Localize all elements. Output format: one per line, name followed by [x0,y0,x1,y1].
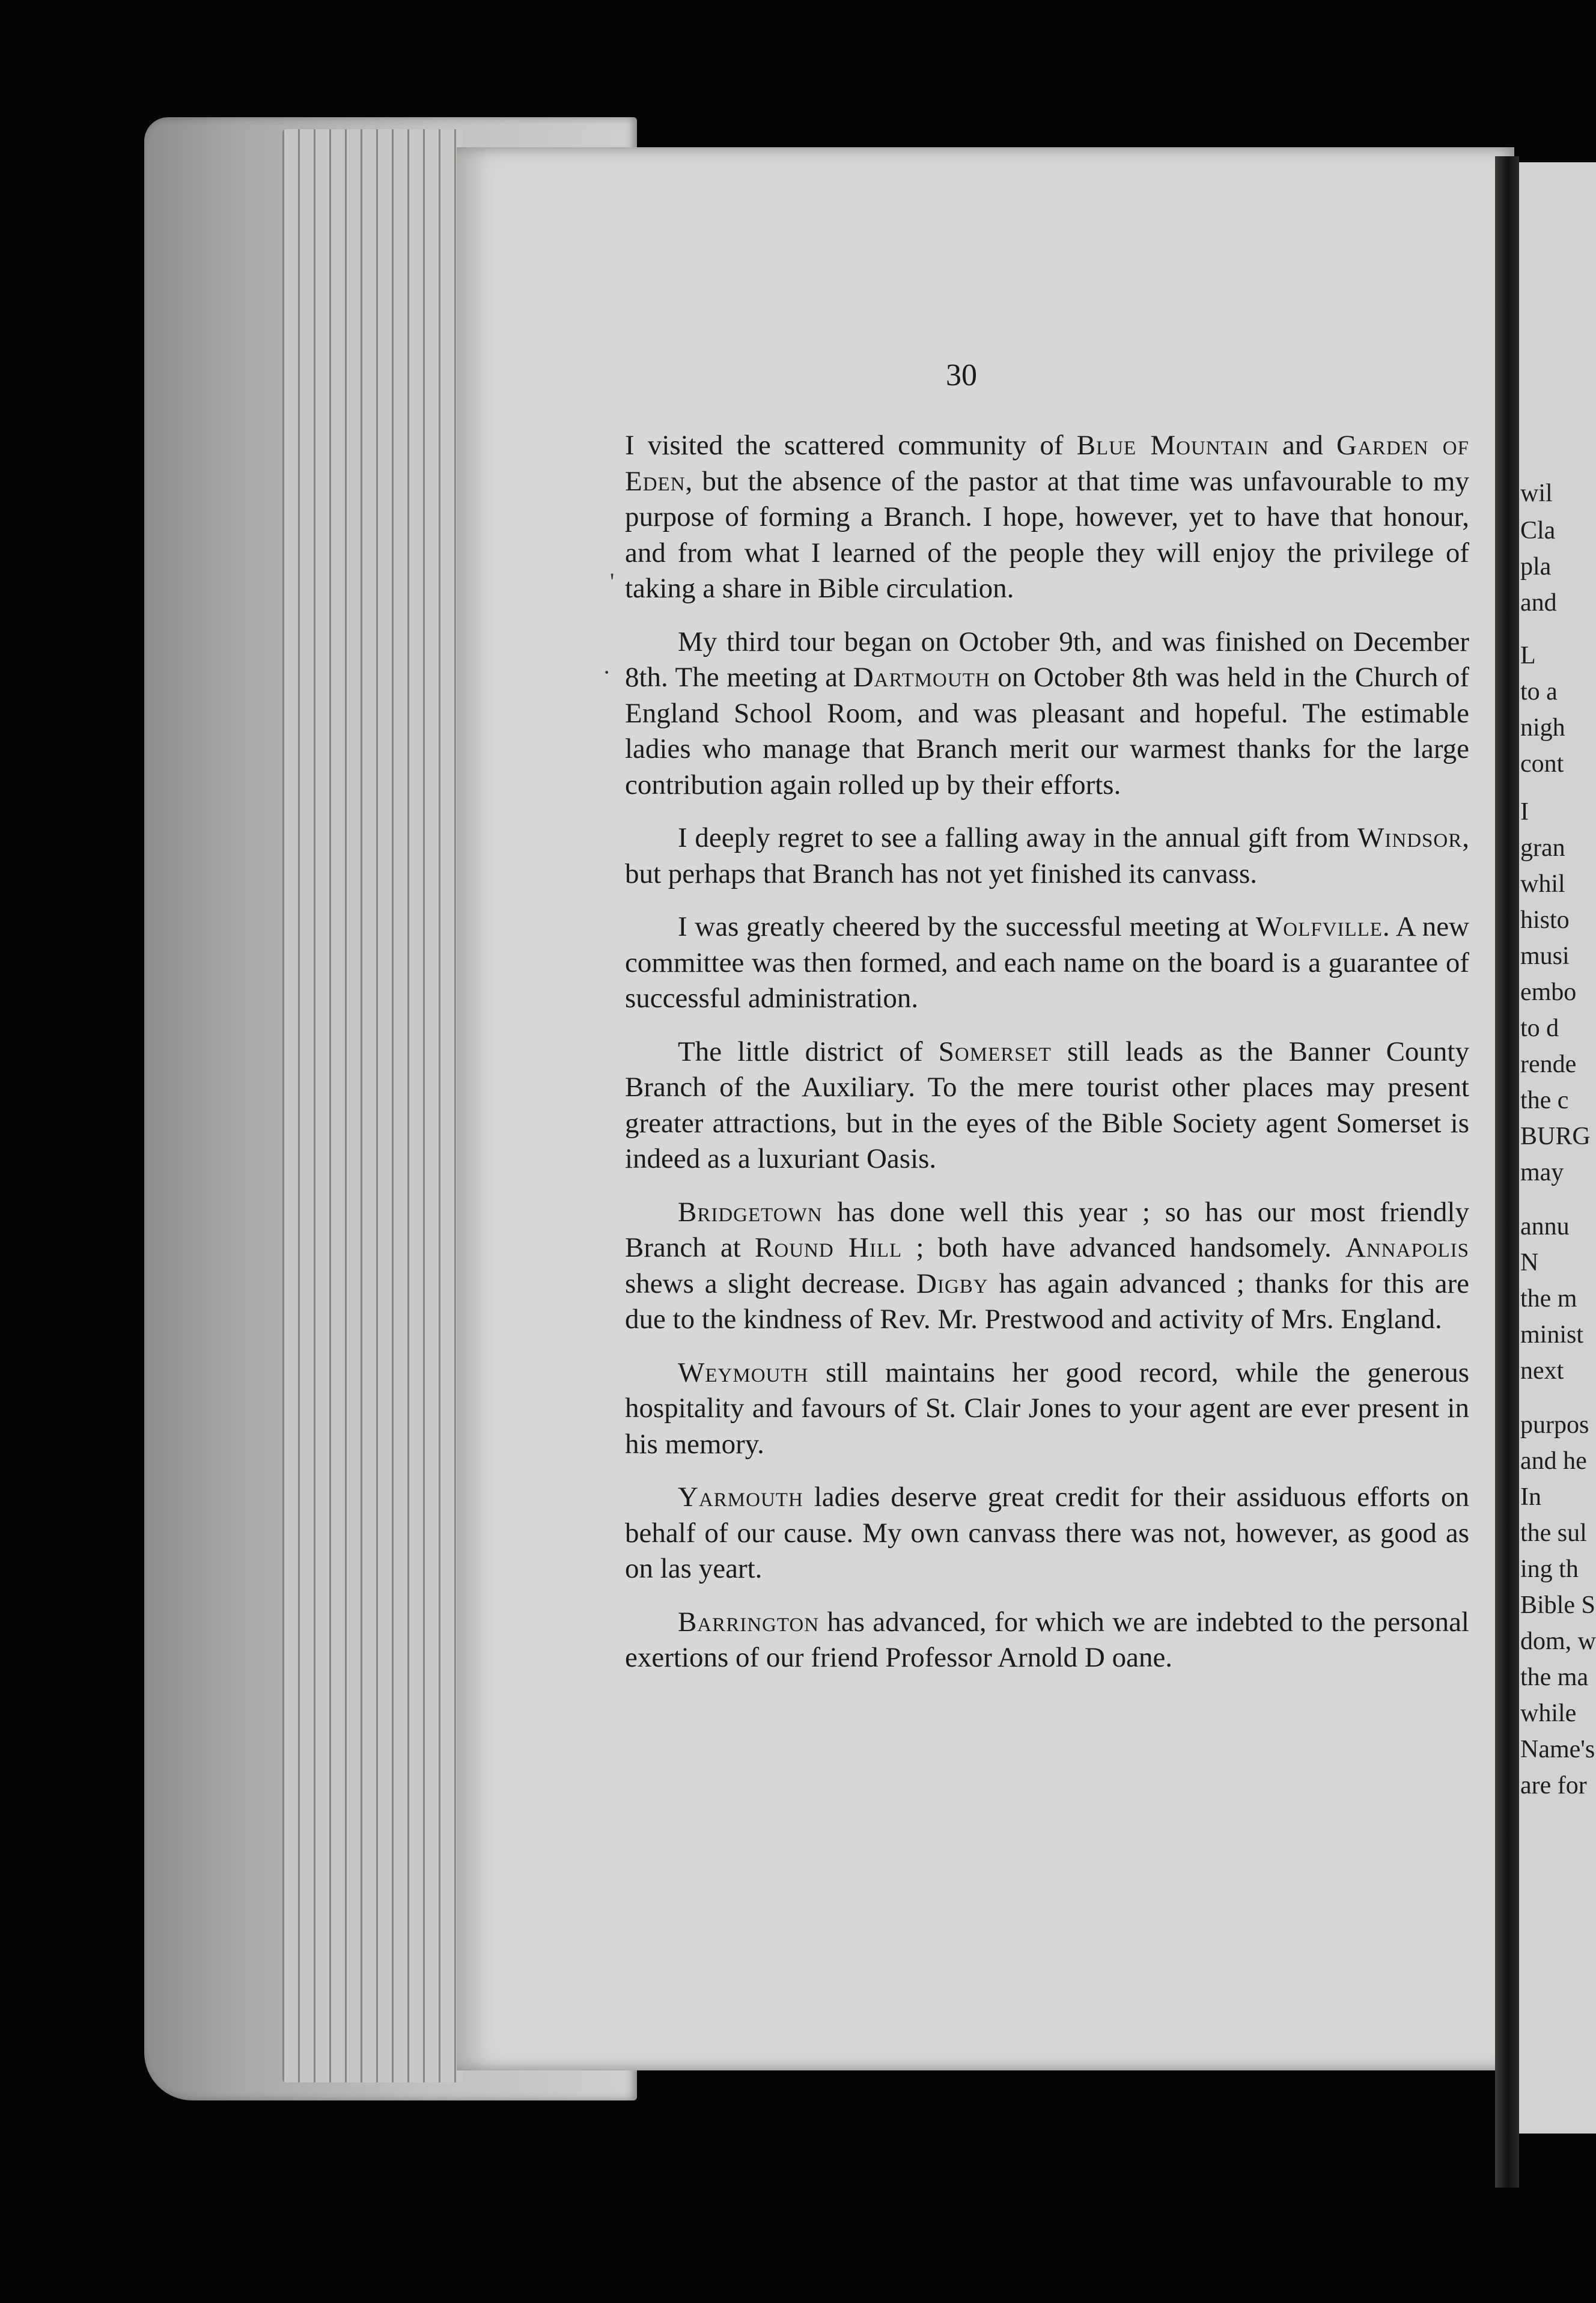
paragraph-text: I deeply regret to see a falling away in the annual gift from [678,822,1358,853]
facing-page-line: BURG [1520,1123,1591,1150]
page-body-text [625,428,1469,1694]
paragraph-text: has done well this year ; so has our most friendly Branch at [625,1196,1469,1263]
facing-page-line: wil [1520,480,1553,507]
paragraph-text: ; both have advanced handsomely. [902,1232,1345,1263]
paragraph-text: still maintains her good record, while the generous hospitality and favours of St. Clair Jones to your agent are ever present in his memory. [625,1356,1469,1460]
facing-page-line: purpos [1520,1411,1589,1439]
facing-page-line: may [1520,1159,1564,1186]
facing-page-line: dom, w [1520,1627,1596,1655]
place-name-smallcaps: Dartmouth [853,662,990,693]
place-name-smallcaps: Blue Mountain [1076,430,1269,461]
place-name-smallcaps: Yarmouth [678,1481,803,1513]
stacked-page-edges [282,129,463,2082]
facing-page-line: to d [1520,1014,1559,1042]
paragraph-text: has again advanced ; thanks for this are due to the kindness of Rev. Mr. Prestwood and activity of Mrs. England. [625,1267,1469,1335]
place-name-smallcaps: Digby [916,1267,988,1299]
facing-page-line: gran [1520,834,1565,862]
facing-page-line: the ma [1520,1664,1589,1691]
facing-page-line: the sul [1520,1519,1587,1547]
paragraph-text: ladies deserve great credit for their assiduous efforts on behalf of our cause. My own canvass there was not, however, as good as on las yeart. [625,1481,1469,1584]
body-paragraph [625,1355,1469,1463]
facing-page-line: N [1520,1249,1539,1277]
paragraph-text: has advanced, for which we are indebted to the personal exertions of our friend Professor Arnold D oane. [625,1606,1469,1673]
facing-page-line: pla [1520,553,1552,581]
facing-page-line: histo [1520,906,1570,934]
facing-page-line: the m [1520,1285,1577,1313]
place-name-smallcaps: Round Hill [755,1232,903,1263]
facing-page-line: the c [1520,1087,1569,1114]
facing-page-line: whil [1520,870,1565,898]
facing-page-line: and [1520,589,1557,617]
facing-page-fragment [1519,162,1596,2134]
body-paragraph [625,1605,1469,1676]
paragraph-text: I visited the scattered community of [625,430,1077,461]
facing-page-line: next [1520,1357,1564,1385]
facing-page-line: nigh [1520,714,1565,742]
paragraph-text: shews a slight decrease. [625,1267,917,1299]
body-paragraph [625,1195,1469,1338]
page-number: 30 [946,358,977,392]
facing-page-line: cont [1520,750,1564,778]
body-paragraph [625,428,1469,607]
paragraph-text: , but the absence of the pastor at that time was unfavourable to my purpose of forming a Branch. I hope, however, yet to have that honour, and from what I learned of the people they will enjoy the privilege of taking a share in Bible circulation. [625,465,1469,604]
facing-page-line: while [1520,1700,1577,1727]
body-paragraph [625,820,1469,892]
stray-mark: ' [610,568,615,595]
facing-page-line: L [1520,642,1536,670]
facing-page-line: minist [1520,1321,1584,1349]
body-paragraph [625,624,1469,804]
facing-page-line: annu [1520,1213,1570,1240]
place-name-smallcaps: Windsor [1357,822,1463,853]
book-gutter [1495,156,1519,2188]
paragraph-text: . A new committee was then formed, and each name on the board is a guarantee of successful administration. [625,911,1469,1014]
facing-page-line: musi [1520,942,1570,970]
place-name-smallcaps: Bridgetown [678,1196,823,1228]
facing-page-line: embo [1520,978,1577,1006]
paragraph-text: The little district of [678,1036,939,1067]
facing-page-line: Bible S [1520,1591,1595,1619]
place-name-smallcaps: Annapolis [1345,1232,1470,1263]
body-paragraph [625,1480,1469,1587]
facing-page-line: to a [1520,678,1558,706]
facing-page-line: rende [1520,1051,1577,1078]
facing-page-line: Cla [1520,517,1556,544]
place-name-smallcaps: Barrington [678,1606,820,1638]
body-paragraph [625,1034,1469,1177]
place-name-smallcaps: Wolfville [1255,911,1383,942]
body-paragraph [625,909,1469,1017]
facing-page-line: Name's [1520,1736,1595,1763]
paragraph-text: and [1269,430,1337,461]
place-name-smallcaps: Somerset [938,1036,1052,1067]
paragraph-text: still leads as the Banner County Branch of the Auxiliary. To the mere tourist other places may present greater attractions, but in the eyes of the Bible Society agent Somerset is indeed as a luxuriant Oasis. [625,1036,1469,1174]
paragraph-text: My third tour began on October 9th, and was finished on December 8th. The meeting at [625,626,1469,693]
place-name-smallcaps: Weymouth [678,1356,809,1388]
facing-page-line: are for [1520,1772,1587,1799]
facing-page-line: ing th [1520,1555,1579,1583]
facing-page-line: and he [1520,1447,1587,1475]
paragraph-text: on October 8th was held in the Church of England School Room, and was pleasant and hopeful. The estimable ladies who manage that Branch merit our warmest thanks for the large contribution again rolled up by their efforts. [625,662,1469,801]
paragraph-text: , but perhaps that Branch has not yet finished its canvass. [625,822,1469,889]
facing-page-line: In [1520,1483,1541,1511]
place-name-smallcaps: Garden of Eden [625,430,1469,497]
facing-page-line: I [1520,798,1529,826]
stray-mark: · [603,659,611,686]
paragraph-text: I was greatly cheered by the successful meeting at [678,911,1256,942]
